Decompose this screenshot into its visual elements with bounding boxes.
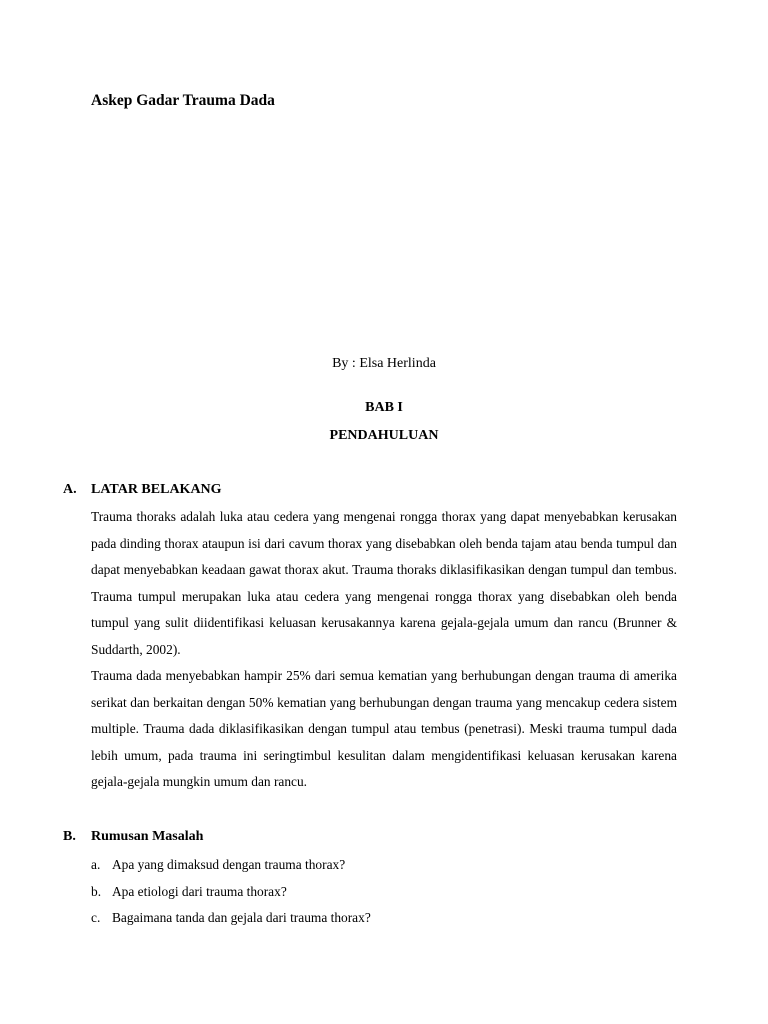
author-line: By : Elsa Herlinda (332, 356, 436, 371)
list-item-letter: b. (91, 883, 102, 899)
section-b-letter: B. (63, 829, 76, 844)
list-item (91, 905, 677, 932)
section-b-title: Rumusan Masalah (91, 829, 204, 844)
list-item (91, 879, 677, 906)
list-item-text: Apa etiologi dari trauma thorax? (112, 883, 287, 899)
list-item-text: Bagaimana tanda dan gejala dari trauma thorax? (112, 910, 371, 926)
document-title: Askep Gadar Trauma Dada (91, 92, 275, 109)
section-a-heading (63, 482, 222, 498)
list-item-letter: a. (91, 857, 101, 872)
chapter-title: PENDAHULUAN (329, 428, 439, 443)
problem-question-list (91, 852, 677, 932)
chapter-number: BAB I (365, 400, 403, 415)
background-paragraph: Trauma dada menyebabkan hampir 25% dari semua kematian yang berhubungan dengan trauma di amerika serikat dan berkaitan dengan 50% kematian yang berhubungan dengan trauma yang mencakup cedera sistem multiple. Trauma dada diklasifikasikan dengan tumpul atau tembus (penetrasi). Meski trauma tumpul dada lebih umum, pada trauma ini seringtimbul kesulitan dalam mengidentifikasi keluasan kerusakan karena gejala-gejala mungkin umum dan rancu. (91, 668, 677, 790)
section-b-heading (63, 829, 203, 845)
background-paragraph: Trauma thoraks adalah luka atau cedera yang mengenai rongga thorax yang dapat menyebabkan kerusakan pada dinding thorax ataupun isi dari cavum thorax yang disebabkan oleh benda tajam atau benda tumpul dan dapat menyebabkan keadaan gawat thorax akut. Trauma thoraks diklasifikasikan dengan tumpul dan tembus. Trauma tumpul merupakan luka atau cedera yang mengenai rongga thorax yang disebabkan oleh benda tumpul yang sulit diidentifikasi keluasan kerusakannya karena gejala-gejala umum dan rancu (Brunner & Suddarth, 2002). (91, 509, 677, 657)
list-item (91, 852, 677, 879)
list-item-letter: c. (91, 910, 101, 926)
section-a-title: LATAR BELAKANG (91, 482, 222, 497)
section-a-letter: A. (63, 482, 77, 497)
list-item-text: Apa yang dimaksud dengan trauma thorax? (112, 857, 346, 872)
